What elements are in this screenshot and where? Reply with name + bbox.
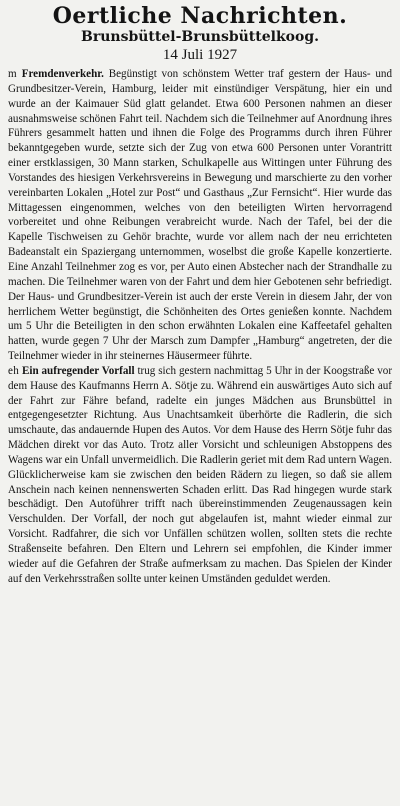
article-heading: Ein aufregender Vorfall	[21, 364, 135, 377]
article-fremdenverkehr	[8, 67, 392, 364]
article-heading: Fremdenverkehr.	[21, 68, 104, 80]
issue-date: 14 Juli 1927	[162, 47, 238, 63]
section-title: Oertliche Nachrichten.	[52, 3, 348, 29]
article-body: trug sich gestern nachmittag 5 Uhr in der Koogstraße vor dem Hause des Kaufmanns Herrn A. Sötje zu. Während ein auswärtiges Auto sich auf der Fahrt zur Fähre befand, radelte ein junges Mädchen aus Brunsbüttel in entgegengesetzter Richtung. Aus Unachtsamkeit überhörte die Radlerin, die sich umschaute, das andauernde Hupen des Autos. Vor dem Hause des Herrn Sötje fuhr das Mädchen direkt vor das Auto. Trotz aller Vorsicht und schleunigen Abstoppens des Wagens war ein Unfall unvermeidlich. Die Radlerin geriet mit dem Rad untern Wagen. Glücklicherweise kam sie zwischen den beiden Rädern zu liegen, so daß sie allem Anschein nach keinen nennenswerten Schaden erlitt. Das Rad hingegen wurde stark beschädigt. Den Autoführer trifft nach übereinstimmenden Zeugenaussagen kein Verschulden. Der Vorfall, der noch gut abgelaufen ist, mahnt wieder einmal zur Vorsicht. Radfahrer, die sich vor Unfällen schützen wollen, sollten stets die rechte Straßenseite befahren. Den Eltern und Lehrern sei empfohlen, die Kinder immer wieder auf die Gefahren der Straße aufmerksam zu machen. Das Spielen der Kinder auf den Verkehrsstraßen sollte unter keinen Umständen geduldet werden.	[8, 364, 393, 585]
author-mark: m	[8, 68, 17, 80]
locality-subtitle: Brunsbüttel-Brunsbüttelkoog.	[81, 29, 319, 45]
masthead	[8, 3, 392, 64]
article-body: Begünstigt von schönstem Wetter traf gestern der Haus- und Grundbesitzer-Verein, Hamburg, leider mit einstündiger Verspätung, hier ein und wurde an der Kaimauer Süd glatt gelandet. Etwa 600 Personen nahmen an dieser ausnahmsweise schönen Fahrt teil. Nachdem sich die Teilnehmer auf Anordnung ihres Führers gesammelt hatten und ihnen die Folge des Programms durch ihren Führer bekanntgegeben wurde, setzte sich der Zug von etwa 600 Personen unter Vorantritt einer erstklassigen, 30 Mann starken, Schulkapelle aus Wittingen unter Führung des Vorstandes des hiesigen Verkehrsvereins in Bewegung und marschierte zu den vorher vereinbarten Lokalen „Hotel zur Post“ und Gasthaus „Zur Fernsicht“. Hier wurde das Mittagessen eingenommen, welches von den beteiligten Wirten hervorragend vorbereitet und ohne Reibungen verabreicht wurde. Nach der Tafel, bei der die Kapelle Tischweisen zu Gehör brachte, wurde vor allem nach der neu errichteten Badeanstalt ein Spaziergang unternommen, woselbst die große Kapelle konzertierte. Eine Anzahl Teilnehmer zog es vor, per Auto einen Abstecher nach der Strandhalle zu machen. Die Teilnehmer waren von der Fahrt und dem hier Gebotenen sehr befriedigt. Der Haus- und Grundbesitzer-Verein ist auch der erste Verein in diesem Jahr, der von herrlichem Wetter begünstigt, die Schönheiten des Ortes genießen konnte. Nachdem um 5 Uhr die Beteiligten in den schon erwähnten Lokalen eine Kaffeetafel gehalten hatten, wurde gegen 7 Uhr der Marsch zum Dampfer „Hamburg“ angetreten, der die Teilnehmer wieder in ihr steinernes Häusermeer führte.	[8, 68, 392, 363]
author-mark: eh	[8, 364, 20, 377]
article-vorfall	[8, 364, 392, 587]
